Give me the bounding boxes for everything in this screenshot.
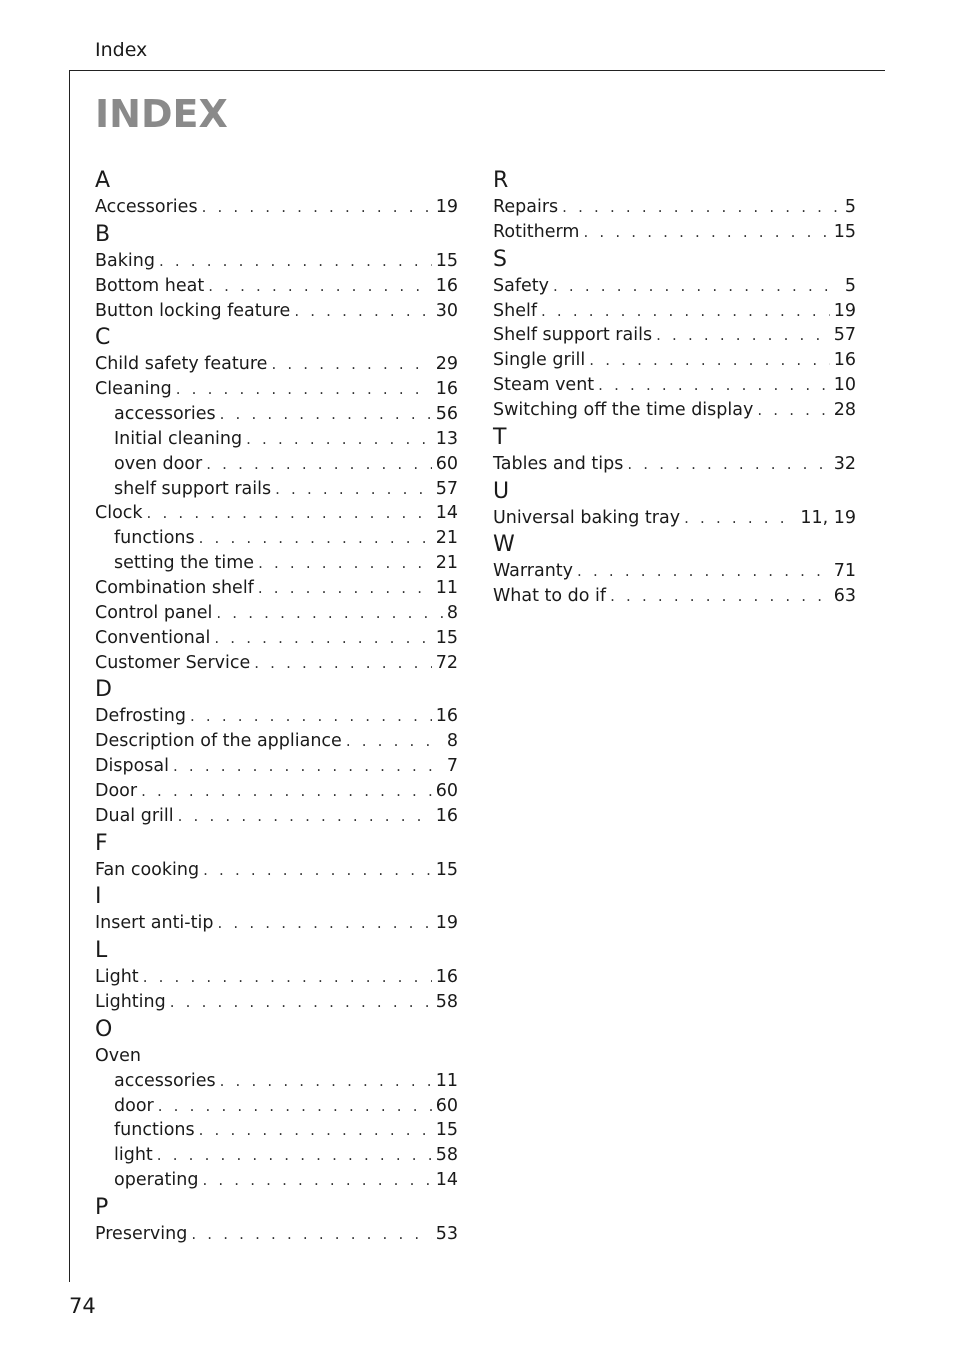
dot-leader: [562, 195, 841, 220]
dot-leader: [157, 1143, 432, 1168]
entry-label: Shelf: [493, 300, 537, 321]
entry-page-number: 19: [435, 913, 458, 934]
entry-label: Child safety feature: [95, 354, 268, 375]
index-column-right: [493, 166, 856, 609]
entry-page-number: 14: [435, 503, 458, 524]
index-entry: [95, 377, 458, 402]
entry-label: Warranty: [493, 561, 574, 582]
entry-label: Baking: [95, 250, 155, 271]
entry-page-number: 53: [435, 1224, 458, 1244]
entry-label: Single grill: [493, 350, 586, 371]
index-entry: [95, 804, 458, 829]
dot-leader: [294, 299, 431, 324]
dot-leader: [254, 651, 431, 676]
entry-label: Dual grill: [95, 805, 174, 826]
entry-page-number: 57: [435, 478, 458, 499]
entry-label: accessories: [114, 1070, 216, 1091]
entry-page-number: 8: [446, 731, 458, 752]
index-subentry: [95, 477, 458, 502]
dot-leader: [208, 274, 432, 299]
index-letter-heading: B: [95, 221, 111, 247]
entry-page-number: 11: [435, 577, 458, 598]
dot-leader: [217, 911, 431, 936]
entry-label: Initial cleaning: [114, 428, 243, 449]
page-number: 74: [69, 1294, 96, 1318]
entry-page-number: 71: [833, 561, 856, 582]
dot-leader: [757, 398, 829, 423]
entry-page-number: 19: [833, 300, 856, 321]
entry-label: Steam vent: [493, 375, 595, 396]
index-subentry: [95, 402, 458, 427]
entry-page-number: 8: [446, 602, 458, 623]
entry-page-number: 16: [435, 967, 458, 988]
entry-page-number: 11: [435, 1070, 458, 1091]
index-entry: [95, 911, 458, 936]
dot-leader: [598, 373, 830, 398]
entry-label: Conventional: [95, 627, 211, 648]
entry-label: Universal baking tray: [493, 507, 681, 528]
index-letter-heading: U: [493, 478, 510, 504]
entry-label: Repairs: [493, 197, 559, 217]
dot-leader: [141, 779, 432, 804]
entry-label: Control panel: [95, 602, 213, 623]
entry-label: Shelf support rails: [493, 325, 653, 346]
index-letter-heading: P: [95, 1195, 109, 1220]
index-entry: [493, 195, 856, 220]
entry-page-number: 7: [446, 756, 458, 777]
dot-leader: [656, 323, 830, 348]
entry-label: Combination shelf: [95, 577, 254, 598]
entry-page-number: 5: [844, 197, 856, 217]
entry-page-number: 15: [435, 627, 458, 648]
index-entry: [95, 704, 458, 729]
entry-page-number: 15: [833, 221, 856, 242]
entry-label: Accessories: [95, 197, 198, 217]
index-entry: [95, 274, 458, 299]
entry-page-number: 21: [435, 528, 458, 549]
dot-leader: [191, 1222, 431, 1247]
index-entry: [493, 348, 856, 373]
index-letter-heading: S: [493, 246, 507, 272]
entry-label: operating: [114, 1170, 199, 1191]
dot-leader: [199, 526, 432, 551]
running-head: Index: [95, 39, 148, 61]
entry-label: Rotitherm: [493, 221, 580, 242]
index-subentry: [95, 427, 458, 452]
entry-label: Safety: [493, 275, 549, 296]
entry-page-number: 29: [435, 354, 458, 375]
entry-page-number: 30: [435, 300, 458, 321]
entry-label: oven door: [114, 453, 203, 474]
index-entry: [493, 584, 856, 609]
dot-leader: [583, 220, 829, 245]
index-letter-heading: D: [95, 677, 112, 703]
dot-leader: [202, 1168, 431, 1193]
dot-leader: [577, 559, 830, 584]
entry-label: Light: [95, 967, 139, 988]
index-entry: [95, 195, 458, 220]
index-entry: [95, 352, 458, 377]
entry-label: door: [114, 1095, 154, 1116]
index-entry: [95, 601, 458, 626]
index-entry: [95, 965, 458, 990]
dot-leader: [143, 965, 432, 990]
entry-label: Tables and tips: [493, 453, 624, 474]
index-letter-heading: I: [95, 884, 102, 910]
entry-label: Button locking feature: [95, 300, 291, 321]
dot-leader: [541, 299, 830, 324]
index-letter-heading: W: [493, 532, 515, 558]
index-entry: [493, 398, 856, 423]
entry-label: Fan cooking: [95, 859, 200, 880]
dot-leader: [170, 990, 432, 1015]
entry-page-number: 16: [435, 706, 458, 727]
dot-leader: [190, 704, 432, 729]
index-entry: [95, 299, 458, 324]
entry-page-number: 15: [435, 859, 458, 880]
dot-leader: [178, 804, 432, 829]
entry-label: Customer Service: [95, 652, 251, 673]
dot-leader: [216, 601, 442, 626]
index-entry: [493, 274, 856, 299]
entry-page-number: 16: [435, 379, 458, 400]
entry-page-number: 58: [435, 992, 458, 1013]
index-entry: [95, 626, 458, 651]
entry-label: Description of the appliance: [95, 731, 342, 752]
entry-label: setting the time: [114, 553, 255, 574]
index-subentry: [95, 452, 458, 477]
dot-leader: [246, 427, 432, 452]
dot-leader: [346, 729, 443, 754]
entry-label: Defrosting: [95, 706, 186, 727]
index-letter-heading: T: [493, 424, 507, 450]
entry-label: functions: [114, 528, 195, 549]
index-entry: [95, 1222, 458, 1247]
entry-label: light: [114, 1145, 153, 1166]
margin-rule: [69, 70, 70, 1282]
index-entry: [95, 576, 458, 601]
dot-leader: [220, 1069, 432, 1094]
entry-label: shelf support rails: [114, 478, 272, 499]
entry-label: Switching off the time display: [493, 399, 754, 420]
dot-leader: [202, 195, 432, 220]
entry-page-number: 19: [435, 197, 458, 217]
dot-leader: [214, 626, 431, 651]
entry-label: Disposal: [95, 756, 169, 777]
entry-page-number: 15: [435, 250, 458, 271]
dot-leader: [159, 249, 432, 274]
index-letter-heading: O: [95, 1016, 113, 1042]
dot-leader: [258, 551, 432, 576]
dot-leader: [206, 452, 432, 477]
entry-page-number: 58: [435, 1145, 458, 1166]
index-subentry: [95, 1069, 458, 1094]
index-entry: [493, 559, 856, 584]
entry-page-number: 57: [833, 325, 856, 346]
index-column-left: [95, 166, 458, 1247]
index-entry: [493, 220, 856, 245]
dot-leader: [553, 274, 841, 299]
index-subentry: [95, 1118, 458, 1143]
index-entry: [95, 990, 458, 1015]
dot-leader: [610, 584, 830, 609]
entry-page-number: 28: [833, 399, 856, 420]
index-entry: [95, 754, 458, 779]
index-entry: [95, 729, 458, 754]
entry-page-number: 15: [435, 1120, 458, 1141]
dot-leader: [203, 858, 432, 883]
entry-label: Lighting: [95, 992, 166, 1013]
dot-leader: [589, 348, 829, 373]
index-letter-heading: R: [493, 168, 509, 193]
entry-label: Oven: [95, 1045, 141, 1066]
index-entry: [95, 1044, 458, 1069]
index-letter-heading: L: [95, 938, 108, 964]
entry-label: functions: [114, 1120, 195, 1141]
entry-page-number: 16: [833, 350, 856, 371]
index-subentry: [95, 1094, 458, 1119]
entry-label: Clock: [95, 503, 143, 524]
entry-page-number: 16: [435, 805, 458, 826]
index-letter-heading: C: [95, 325, 111, 351]
dot-leader: [158, 1094, 432, 1119]
entry-page-number: 63: [833, 586, 856, 607]
entry-page-number: 60: [435, 453, 458, 474]
entry-page-number: 14: [435, 1170, 458, 1191]
index-subentry: [95, 1143, 458, 1168]
entry-label: Insert anti-tip: [95, 913, 214, 934]
entry-page-number: 5: [844, 275, 856, 296]
header-rule: [69, 70, 885, 71]
index-entry: [95, 501, 458, 526]
index-entry: [493, 373, 856, 398]
index-entry: [493, 506, 856, 531]
index-entry: [493, 452, 856, 477]
index-subentry: [95, 1168, 458, 1193]
dot-leader: [684, 506, 796, 531]
dot-leader: [199, 1118, 432, 1143]
index-letter-heading: F: [95, 830, 108, 856]
entry-label: What to do if: [493, 586, 607, 607]
dot-leader: [258, 576, 432, 601]
index-entry: [95, 249, 458, 274]
entry-label: Door: [95, 780, 138, 801]
entry-page-number: 21: [435, 553, 458, 574]
index-subentry: [95, 551, 458, 576]
entry-label: accessories: [114, 404, 216, 425]
dot-leader: [176, 377, 432, 402]
dot-leader: [173, 754, 443, 779]
index-subentry: [95, 526, 458, 551]
dot-leader: [275, 477, 432, 502]
entry-page-number: 32: [833, 453, 856, 474]
dot-leader: [271, 352, 431, 377]
index-entry: [95, 858, 458, 883]
index-entry: [493, 299, 856, 324]
index-entry: [493, 323, 856, 348]
entry-label: Bottom heat: [95, 275, 205, 296]
index-letter-heading: A: [95, 168, 111, 193]
entry-page-number: 72: [435, 652, 458, 673]
dot-leader: [627, 452, 829, 477]
dot-leader: [220, 402, 432, 427]
dot-leader: [147, 501, 432, 526]
entry-page-number: 56: [435, 404, 458, 425]
index-entry: [95, 651, 458, 676]
page-title: INDEX: [95, 92, 228, 136]
entry-page-number: 13: [435, 428, 458, 449]
entry-page-number: 60: [435, 1095, 458, 1116]
entry-page-number: 11, 19: [800, 507, 856, 528]
index-entry: [95, 779, 458, 804]
entry-label: Cleaning: [95, 379, 172, 400]
entry-page-number: 16: [435, 275, 458, 296]
entry-page-number: 60: [435, 780, 458, 801]
entry-label: Preserving: [95, 1224, 188, 1244]
entry-page-number: 10: [833, 375, 856, 396]
